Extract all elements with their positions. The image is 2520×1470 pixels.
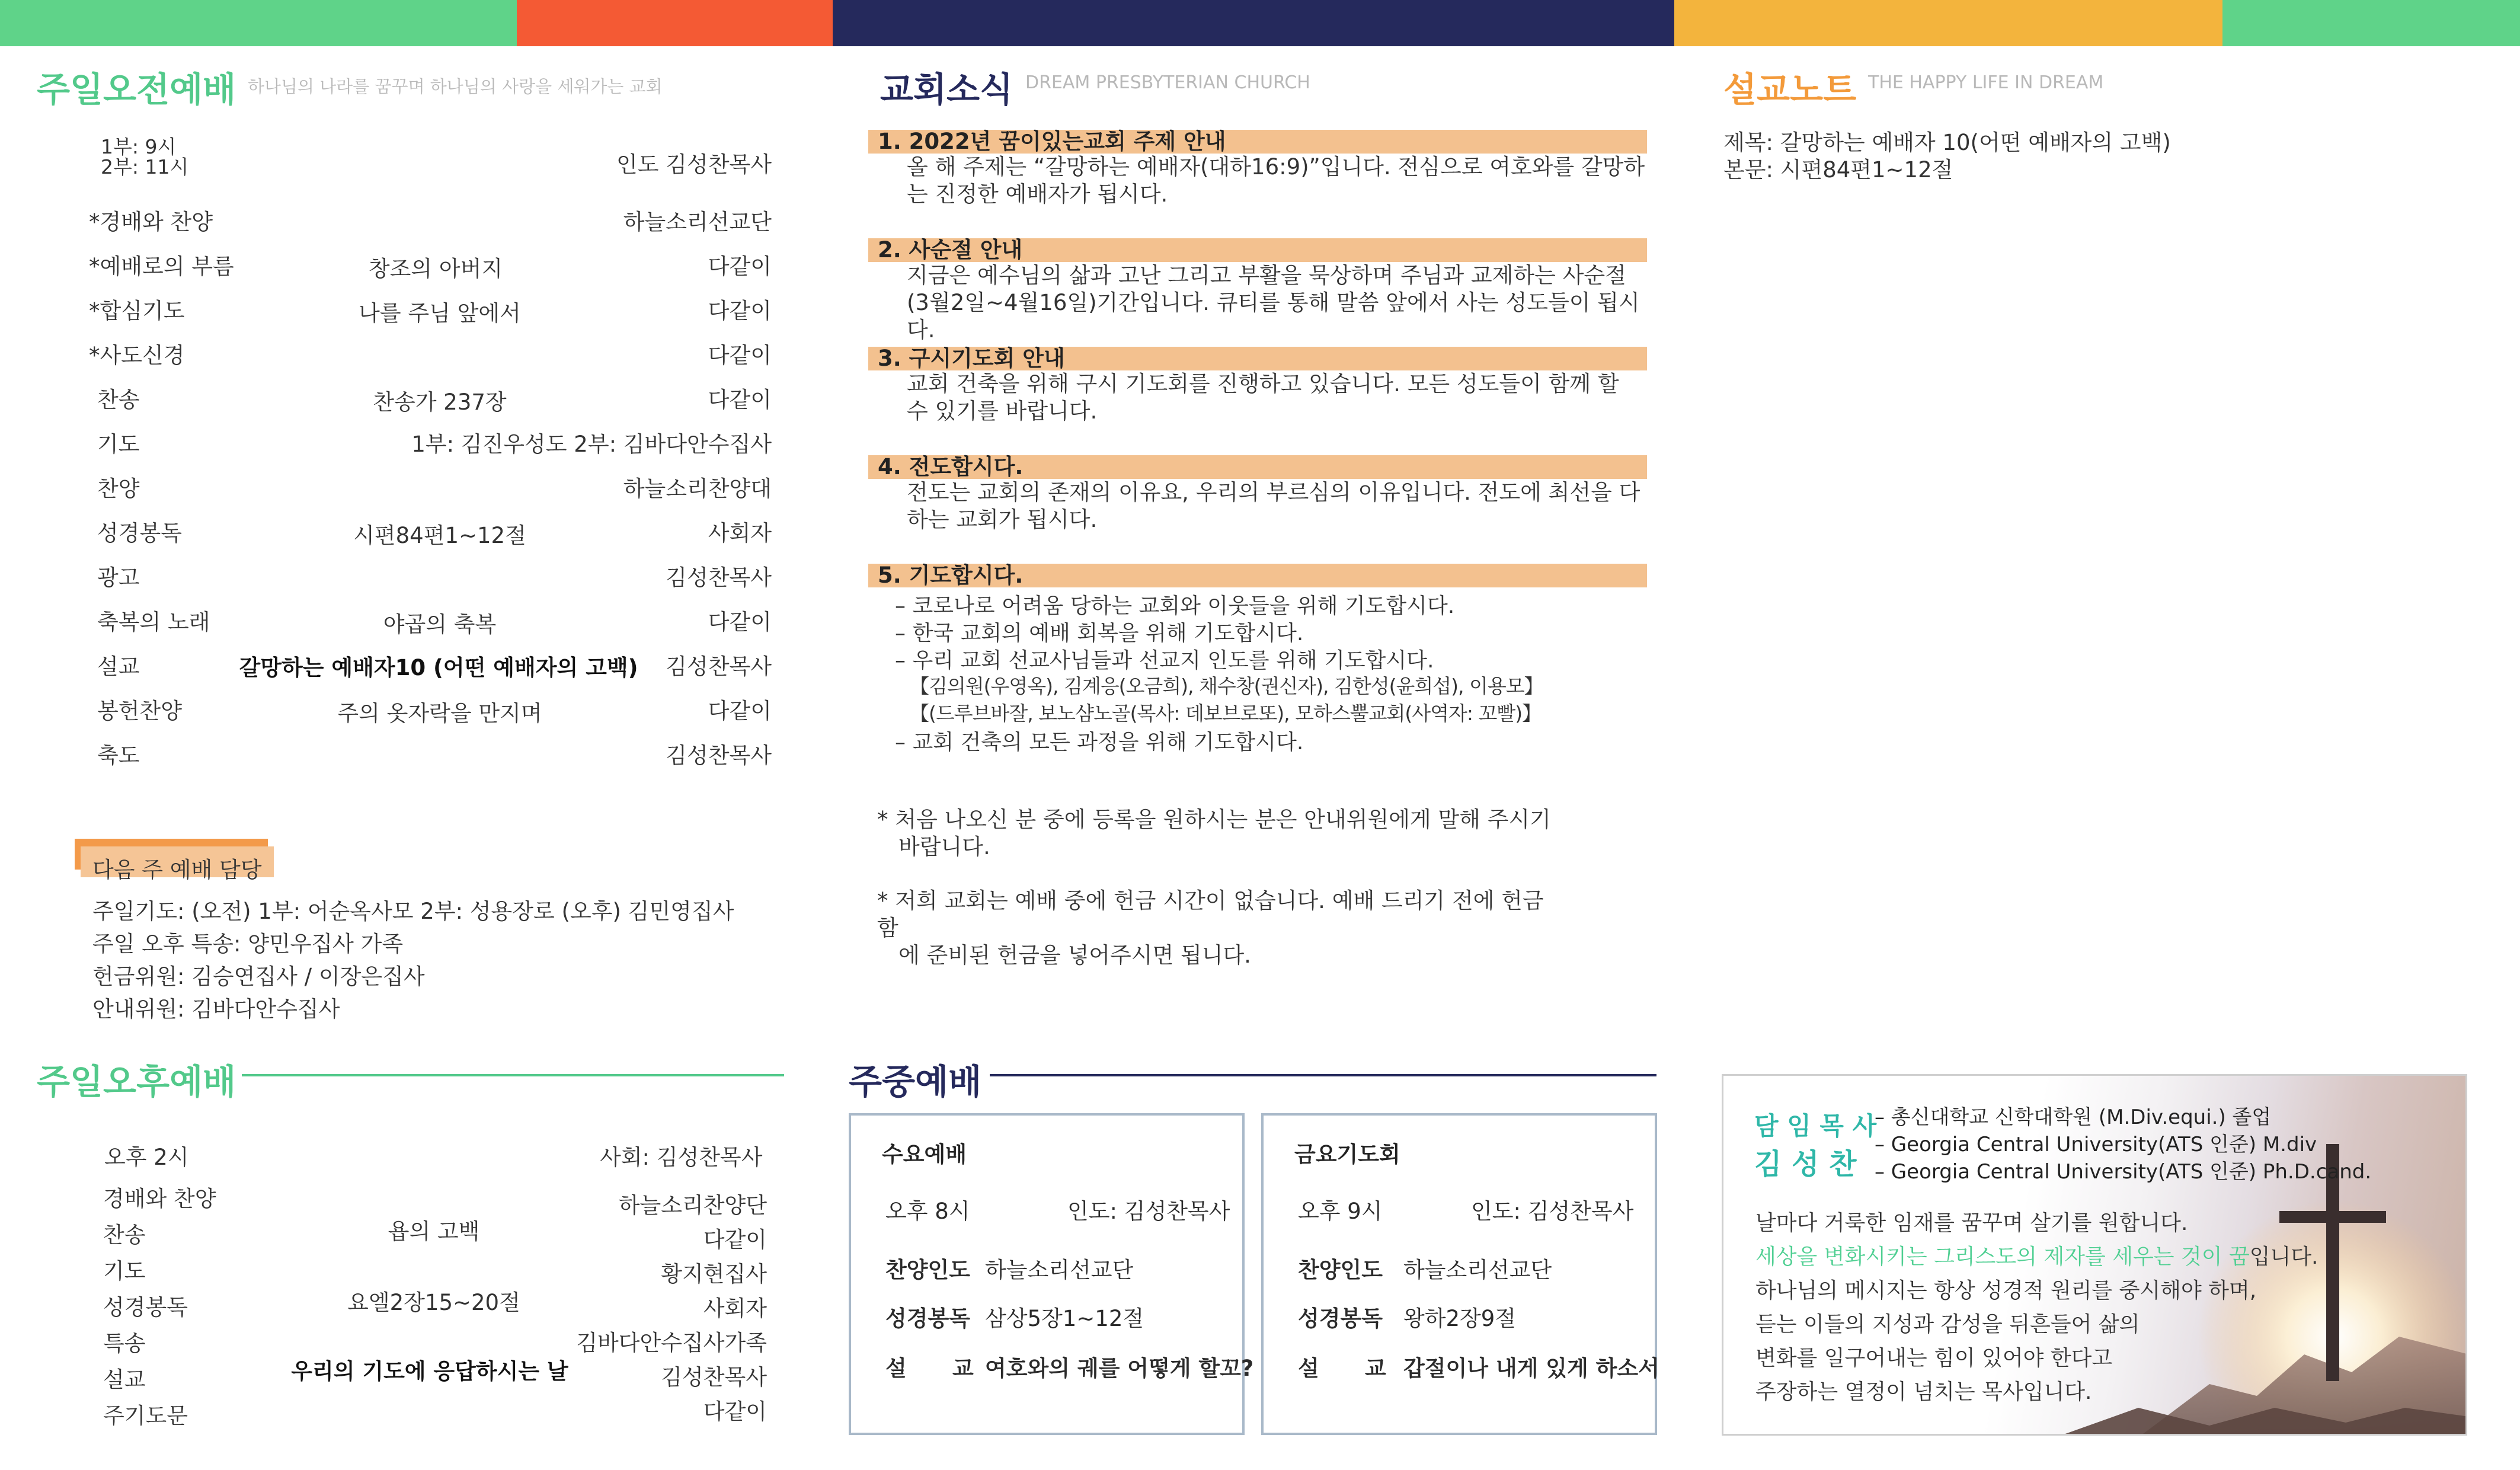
morning-title: 주일오전예배 (37, 69, 236, 110)
morning-item-content: 시편84편1~12절 (353, 523, 526, 548)
morning-item-person: 김성찬목사 (666, 743, 772, 768)
morning-item-name: *예배로의 부름 (89, 254, 234, 279)
top-bar-navy (833, 0, 1674, 46)
next-week-line: 주일 오후 특송: 양민우집사 가족 (92, 931, 404, 957)
afternoon-item-person: 다같이 (703, 1227, 767, 1252)
afternoon-item-content: 요엘2장15~20절 (347, 1290, 520, 1315)
afternoon-item-name: 경배와 찬양 (103, 1186, 216, 1212)
pastor-credential: – Georgia Central University(ATS 인준) Ph.D.cand. (1875, 1160, 2372, 1184)
news-item-body-line: 교회 건축을 위해 구시 기도회를 진행하고 있습니다. 모든 성도들이 함께 할 (907, 371, 1619, 397)
prayer-missionaries: 【김의원(우영옥), 김계응(오금희), 채수창(권신자), 김한성(윤희섭), 이용모】 (910, 675, 1543, 698)
news-item-body-line: 하는 교회가 됩시다. (907, 507, 1098, 532)
news-item-head: 1. 2022년 꿈이있는교회 주제 안내 (868, 130, 1647, 154)
morning-item-name: 성경봉독 (97, 520, 182, 546)
friday-reading-label: 성경봉독 (1298, 1306, 1383, 1331)
morning-item-content: 야곱의 축복 (383, 612, 497, 637)
notice (877, 806, 1559, 861)
wednesday-praise-label: 찬양인도 (885, 1257, 970, 1283)
top-bar-green (0, 0, 517, 46)
wednesday-reading: 삼상5장1~12절 (985, 1306, 1144, 1331)
sermon-note-title-line: 제목: 갈망하는 예배자 10(어떤 예배자의 고백) (1723, 130, 2171, 155)
prayer-missionfield: 【(드루브바잘, 보노샴노골(목사: 데보브로또), 모하스뿔교회(사역자: 꼬빨)】 (910, 702, 1542, 725)
pastor-greeting-line (1755, 1240, 2318, 1270)
next-week-line: 주일기도: (오전) 1부: 어순옥사모 2부: 성용장로 (오후) 김민영집사 (92, 899, 734, 924)
morning-item-person: 1부: 김진우성도 2부: 김바다안수집사 (411, 432, 772, 457)
news-item-body-line: 지금은 예수님의 삶과 고난 그리고 부활을 묵상하며 주님과 교제하는 사순절 (907, 263, 1626, 288)
morning-item-name: 설교 (97, 654, 140, 679)
pastor-role: 담 임 목 사 (1754, 1111, 1877, 1140)
sermon-note-text-line: 본문: 시편84편1~12절 (1723, 157, 1953, 183)
next-week-line: 헌금위원: 김승연집사 / 이장은집사 (92, 964, 425, 989)
pastor-credential: – Georgia Central University(ATS 인준) M.div (1875, 1133, 2317, 1156)
afternoon-sermon-title: 우리의 기도에 응답하시는 날 (291, 1359, 568, 1384)
morning-item-name: 기도 (97, 432, 140, 457)
next-week-line: 안내위원: 김바다안수집사 (92, 996, 340, 1022)
morning-item-person: 다같이 (708, 609, 772, 635)
friday-title: 금요기도회 (1294, 1142, 1400, 1167)
notice-line: 에 준비된 헌금을 넣어주시면 됩니다. (898, 942, 1251, 968)
news-item-body (907, 262, 1648, 344)
pastor-name: 김 성 찬 (1754, 1148, 1857, 1181)
morning-item-person: 하늘소리찬양대 (623, 476, 772, 501)
news-item-head: 3. 구시기도회 안내 (868, 347, 1647, 370)
morning-item-person: 김성찬목사 (666, 565, 772, 590)
wednesday-time: 오후 8시 (885, 1199, 970, 1224)
morning-item-name: 축도 (97, 743, 140, 768)
wednesday-title: 수요예배 (882, 1142, 967, 1167)
afternoon-item-person: 하늘소리찬양단 (618, 1193, 767, 1218)
prayer-line: – 코로나로 어려움 당하는 교회와 이웃들을 위해 기도합시다. (895, 594, 1455, 618)
afternoon-item-name: 성경봉독 (103, 1295, 188, 1320)
prayer-line: – 한국 교회의 예배 회복을 위해 기도합시다. (895, 621, 1304, 645)
pastor-vision-suffix: 입니다. (2249, 1245, 2318, 1269)
pastor-vision-highlight: 세상을 변화시키는 그리스도의 제자를 세우는 것이 꿈 (1755, 1245, 2250, 1269)
morning-item-name: *사도신경 (89, 343, 185, 368)
friday-praise: 하늘소리선교단 (1403, 1257, 1552, 1283)
afternoon-host: 사회: 김성찬목사 (600, 1145, 763, 1170)
pastor-greeting-line: 하나님의 메시지는 항상 성경적 원리를 중시해야 하며, (1755, 1279, 2257, 1303)
morning-item-person: 다같이 (708, 254, 772, 279)
afternoon-item-name: 기도 (103, 1258, 146, 1284)
notice-line: 바랍니다. (898, 834, 990, 859)
news-item-head: 2. 사순절 안내 (868, 238, 1647, 262)
top-bar-red (517, 0, 833, 46)
morning-subtitle: 하나님의 나라를 꿈꾸며 하나님의 사랑을 세워가는 교회 (248, 76, 663, 97)
afternoon-item-name: 설교 (103, 1367, 146, 1392)
afternoon-item-name: 찬송 (103, 1222, 146, 1248)
notice-line: * 저희 교회는 예배 중에 헌금 시간이 없습니다. 예배 드리기 전에 헌금함 (877, 888, 1544, 941)
news-item-body-line: 올 해 주제는 “갈망하는 예배자(대하16:9)”입니다. 전심으로 여호와를 갈망하 (907, 154, 1645, 180)
afternoon-title: 주일오후예배 (37, 1062, 236, 1102)
pastor-greeting-line: 날마다 거룩한 임재를 꿈꾸며 살기를 원합니다. (1755, 1211, 2188, 1235)
friday-praise-label: 찬양인도 (1298, 1257, 1383, 1283)
friday-sermon-label: 설 교 (1298, 1356, 1386, 1381)
morning-item-person: 다같이 (708, 387, 772, 413)
afternoon-time: 오후 2시 (104, 1145, 189, 1170)
pastor-greeting-line: 주장하는 열정이 넘치는 목사입니다. (1755, 1380, 2092, 1404)
morning-time-1: 1부: 9시 (101, 135, 177, 158)
wednesday-leader: 인도: 김성찬목사 (1067, 1199, 1230, 1224)
sermon-title: 갈망하는 예배자10 (어떤 예배자의 고백) (239, 655, 638, 680)
morning-item-name: 찬양 (97, 476, 140, 501)
notice-line: * 처음 나오신 분 중에 등록을 원하시는 분은 안내위원에게 말해 주시기 (877, 807, 1551, 832)
sermon-note-subtitle: THE HAPPY LIFE IN DREAM (1868, 72, 2104, 93)
pastor-greeting-line: 듣는 이들의 지성과 감성을 뒤흔들어 삶의 (1755, 1312, 2140, 1337)
top-bar-green-right (2222, 0, 2520, 46)
news-item-head: 4. 전도합시다. (868, 455, 1647, 479)
news-title: 교회소식 (880, 69, 1013, 110)
afternoon-item-person: 김바다안수집사가족 (576, 1330, 767, 1356)
morning-item-name: 봉헌찬양 (97, 698, 182, 724)
news-item-body (907, 370, 1648, 425)
afternoon-item-name: 특송 (103, 1331, 146, 1356)
sermon-note-title: 설교노트 (1723, 69, 1857, 110)
pastor-credential: – 총신대학교 신학대학원 (M.Div.equi.) 졸업 (1875, 1105, 2272, 1129)
friday-sermon: 갑절이나 내게 있게 하소서 (1403, 1356, 1659, 1381)
morning-leader: 인도 김성찬목사 (616, 152, 772, 177)
friday-reading: 왕하2장9절 (1403, 1306, 1517, 1331)
next-week-label: 다음 주 예배 담당 (92, 857, 262, 883)
morning-item-name: 찬송 (97, 387, 140, 413)
morning-time-2: 2부: 11시 (101, 155, 189, 178)
morning-item-person: 다같이 (708, 343, 772, 368)
news-item-body (907, 154, 1648, 208)
top-bar-orange (1674, 0, 2222, 46)
news-item-body-line: 수 있기를 바랍니다. (907, 398, 1098, 424)
afternoon-item-person: 사회자 (703, 1296, 767, 1321)
news-subtitle: DREAM PRESBYTERIAN CHURCH (1025, 72, 1310, 93)
afternoon-item-content: 욥의 고백 (388, 1219, 480, 1244)
weekday-rule (990, 1074, 1656, 1076)
morning-item-content: 주의 옷자락을 만지며 (337, 701, 542, 726)
morning-item-name: *합심기도 (89, 298, 185, 324)
prayer-line: – 우리 교회 선교사님들과 선교지 인도를 위해 기도합시다. (895, 648, 1434, 673)
morning-item-name: 축복의 노래 (97, 609, 210, 635)
morning-item-content: 나를 주님 앞에서 (359, 301, 521, 326)
afternoon-item-person: 황지현집사 (661, 1261, 767, 1287)
notice (877, 887, 1559, 969)
news-item-head: 5. 기도합시다. (868, 564, 1647, 587)
morning-item-content: 찬송가 237장 (373, 389, 507, 415)
afternoon-rule (242, 1074, 784, 1076)
morning-item-person: 다같이 (708, 698, 772, 724)
wednesday-praise: 하늘소리선교단 (985, 1257, 1134, 1283)
morning-item-person: 하늘소리선교단 (623, 209, 772, 235)
morning-item-name: 광고 (97, 565, 140, 590)
afternoon-item-person: 다같이 (703, 1399, 767, 1424)
news-item-body-line: 는 진정한 예배자가 됩시다. (907, 181, 1168, 207)
morning-item-person: 김성찬목사 (666, 654, 772, 679)
news-item-body-line: 전도는 교회의 존재의 이유요, 우리의 부르심의 이유입니다. 전도에 최선을 다 (907, 480, 1640, 505)
friday-time: 오후 9시 (1298, 1199, 1383, 1224)
news-item-body-line: (3월2일~4월16일)기간입니다. 큐티를 통해 말씀 앞에서 사는 성도들이 됩시다. (907, 290, 1640, 343)
wednesday-reading-label: 성경봉독 (885, 1306, 970, 1331)
afternoon-item-name: 주기도문 (103, 1403, 188, 1429)
weekday-title: 주중예배 (849, 1062, 982, 1102)
prayer-line: – 교회 건축의 모든 과정을 위해 기도합시다. (895, 730, 1304, 755)
morning-item-content: 창조의 아버지 (368, 256, 503, 282)
morning-item-name: *경배와 찬양 (89, 209, 213, 235)
pastor-greeting-line: 변화를 일구어내는 힘이 있어야 한다고 (1755, 1346, 2113, 1370)
morning-item-person: 사회자 (708, 520, 772, 546)
news-item-body (907, 479, 1648, 533)
wednesday-sermon-label: 설 교 (885, 1356, 974, 1381)
friday-leader: 인도: 김성찬목사 (1471, 1199, 1634, 1224)
morning-item-person: 다같이 (708, 298, 772, 324)
wednesday-box (849, 1113, 1254, 1435)
friday-box (1261, 1113, 1657, 1435)
afternoon-item-person: 김성찬목사 (661, 1364, 767, 1390)
wednesday-sermon: 여호와의 궤를 어떻게 할꼬? (985, 1356, 1254, 1381)
